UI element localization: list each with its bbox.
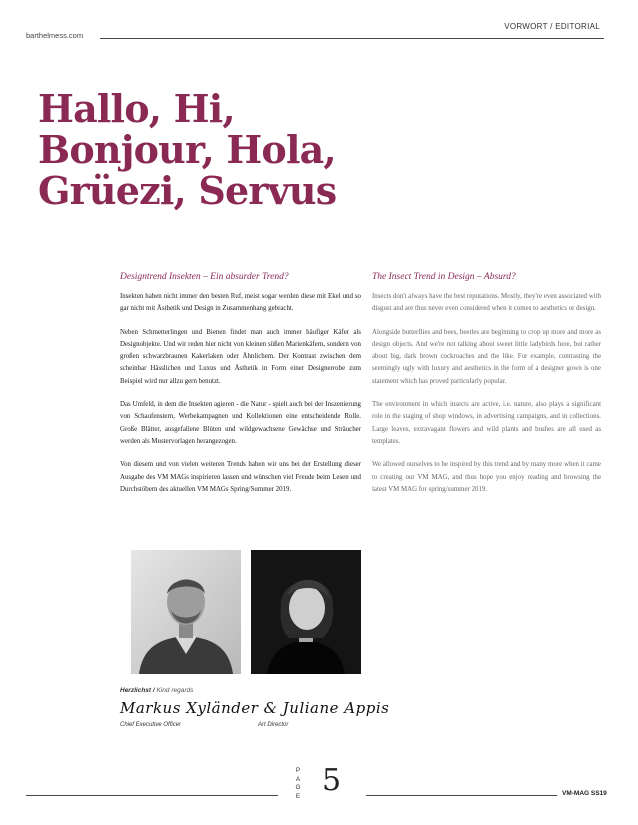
page-letter: A (295, 775, 301, 783)
english-subtitle: The Insect Trend in Design – Absurd? (372, 272, 516, 282)
german-subtitle: Designtrend Insekten – Ein absurder Trend? (120, 272, 289, 282)
page-letter: G (295, 784, 301, 792)
page-number: 5 (322, 763, 342, 798)
footer-rule-right (366, 795, 557, 796)
english-column (372, 291, 601, 507)
issue-label: VM-MAG SS19 (562, 790, 607, 797)
page-letter: E (295, 792, 301, 800)
paragraph: Von diesem und von vielen weiteren Trends haben wir uns bei der Erstellung dieser Ausgabe des VM MAGs inspirieren lassen und wünschen viel Freude beim Lesen und Durchstöbern des aktuellen VM MAGs Spring/Summer 2019. (120, 461, 361, 493)
paragraph: We allowed ourselves to be inspired by this trend and by many more when it came to creating our VM MAG, and thus hope you enjoy reading and browsing the latest VM MAG for spring/summer 2019. (372, 461, 601, 493)
paragraph: Alongside butterflies and bees, beetles are beginning to crop up more and more as design objects. And we're not talking about sweet little ladybirds here, but rather about big, dark brown cockroaches and the like. For example, contrasting the seemingly ugly with luxury and aesthetics in the form of a designer gown is one statement which has proved particularly popular. (372, 328, 601, 385)
german-column (120, 291, 361, 507)
headline-line: Hallo, Hi, (38, 86, 235, 131)
footer-rule-left (26, 795, 278, 796)
header-rule (100, 38, 604, 39)
greeting-english: Kind regards (156, 687, 194, 694)
portrait-photo-woman (251, 550, 361, 674)
page-label (294, 767, 302, 801)
paragraph: Insects don't always have the best reputations. Mostly, they're even associated with disgust and are thus never even considered when it comes to aesthetics or design. (372, 293, 601, 313)
paragraph: Insekten haben nicht immer den besten Ruf, meist sogar werden diese mit Ekel und so gar nicht mit Ästhetik und Design in Zusammenhang gebracht. (120, 293, 361, 313)
paragraph: Neben Schmetterlingen und Bienen findet man auch immer häufiger Käfer als Designobjekte. Und wir reden hier nicht von kleinen süßen Marienkäfern, sondern von großen schwarzbraunen Kakerlaken oder Ähnlichem. Der Kontrast zwischen dem scheinbar Hässlichen und Luxus und Ästhetik in Form einer Designerrobe zum Beispiel wird nur allzu gern benutzt. (120, 328, 361, 385)
greeting-german: Herzlichst / (120, 687, 155, 694)
signature: Markus Xyländer & Juliane Appis (120, 699, 390, 717)
page-letter: P (295, 767, 301, 774)
site-url: barthelmess.com (26, 31, 84, 40)
greeting (120, 687, 193, 694)
role-ceo: Chief Executive Officer (120, 722, 182, 728)
section-label: VORWORT / EDITORIAL (504, 22, 600, 31)
paragraph: Das Umfeld, in dem die Insekten agieren - die Natur - spielt auch bei der Inszenierung von Schaufenstern, Werbekampagnen und Kollektionen eine entscheidende Rolle. Große Blätter, ausgefallene Blüten und wildgewachsene Gewächse und Sträucher werden als Mustervorlagen herangezogen. (120, 401, 361, 445)
portrait-photo-man (131, 550, 241, 674)
role-art-director: Art Director (258, 722, 289, 728)
headline-line: Bonjour, Hola, (38, 127, 336, 172)
headline (38, 88, 336, 211)
headline-line: Grüezi, Servus (38, 168, 337, 213)
paragraph: The environment in which insects are active, i.e. nature, also plays a significant role in the staging of shop windows, in advertising campaigns, and in collections. Large leaves, extravagant flowers and wild plants and bushes are all used as templates. (372, 401, 601, 445)
